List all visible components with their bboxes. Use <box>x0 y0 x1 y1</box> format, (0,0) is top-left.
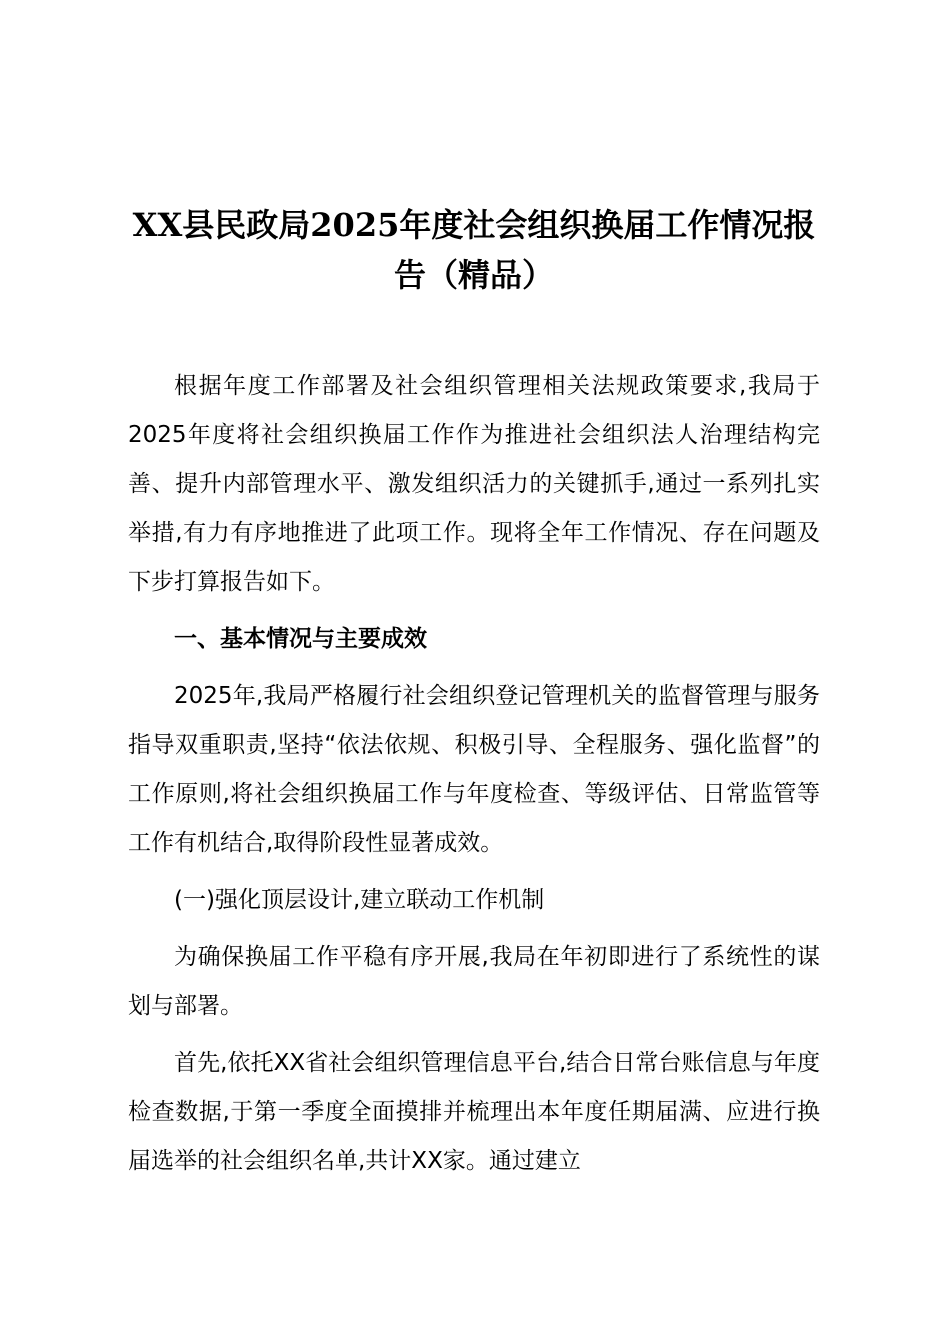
document-body <box>128 362 820 1194</box>
planning-paragraph: 为确保换届工作平稳有序开展,我局在年初即进行了系统性的谋划与部署。 <box>128 944 820 1019</box>
section-heading-basic-situation: 一、基本情况与主要成效 <box>174 626 427 652</box>
document-title: XX县民政局2025年度社会组织换届工作情况报告（精品） <box>132 206 816 294</box>
subsection-heading-top-level-design: (一)强化顶层设计,建立联动工作机制 <box>174 887 545 913</box>
intro-paragraph: 根据年度工作部署及社会组织管理相关法规政策要求,我局于2025年度将社会组织换届工作作为推进社会组织法人治理结构完善、提升内部管理水平、激发组织活力的关键抓手,通过一系列扎实举措,有力有序地推进了此项工作。现将全年工作情况、存在问题及下步打算报告如下。 <box>128 373 820 595</box>
overview-paragraph: 2025年,我局严格履行社会组织登记管理机关的监督管理与服务指导双重职责,坚持“依法依规、积极引导、全程服务、强化监督”的工作原则,将社会组织换届工作与年度检查、等级评估、日常监管等工作有机结合,取得阶段性显著成效。 <box>128 683 820 856</box>
first-measure-paragraph: 首先,依托XX省社会组织管理信息平台,结合日常台账信息与年度检查数据,于第一季度全面摸排并梳理出本年度任期届满、应进行换届选举的社会组织名单,共计XX家。通过建立 <box>128 1050 820 1174</box>
